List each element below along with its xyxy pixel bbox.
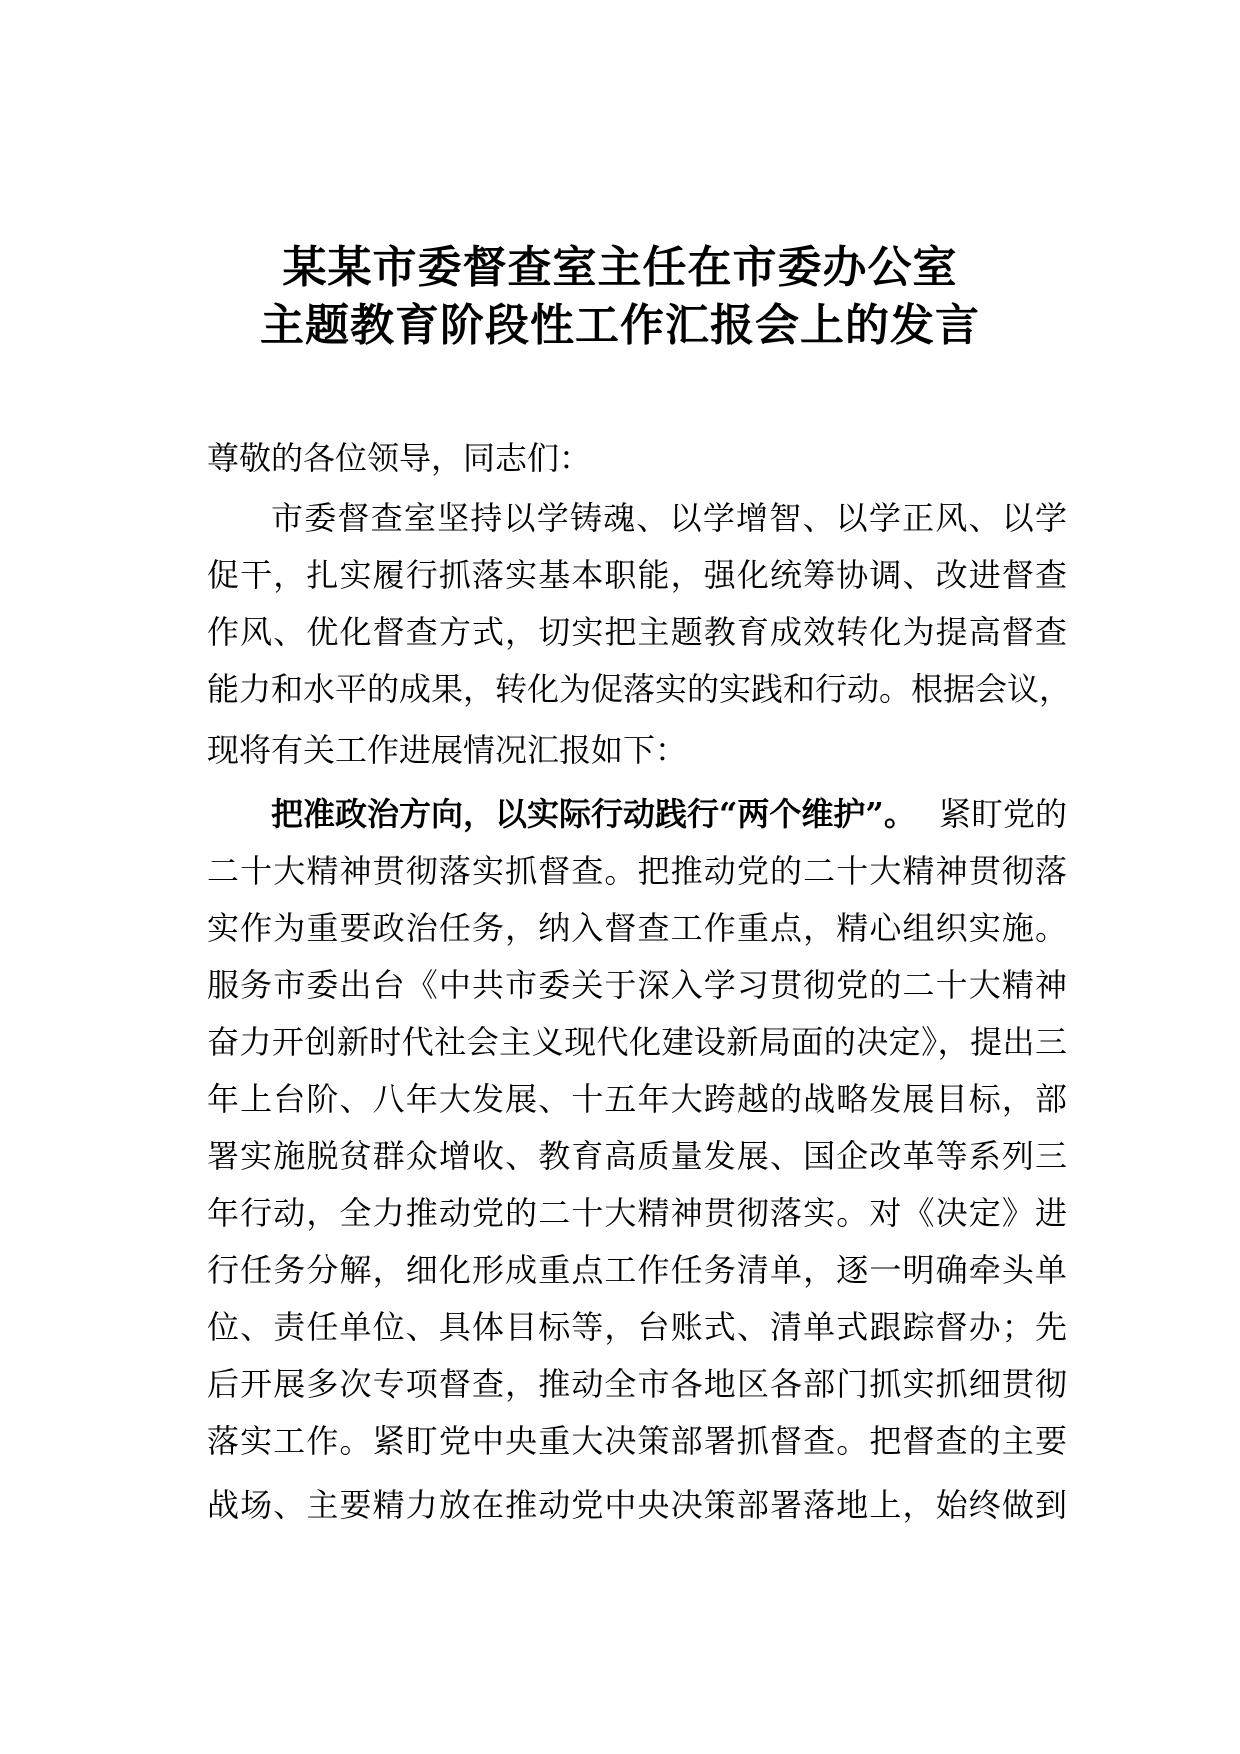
paragraph-2-first-line-rest: 紧盯党的	[938, 795, 1067, 833]
paragraph-1-line-1: 市委督查室坚持以学铸魂、以学增智、以学正风、以学	[271, 499, 1067, 537]
paragraph-2-line-11: 后开展多次专项督查，推动全市各地区各部门抓实抓细贯彻	[207, 1365, 1067, 1403]
paragraph-1-line-2: 促干，扎实履行抓落实基本职能，强化统筹协调、改进督查	[207, 556, 1067, 594]
paragraph-2-heading: 把准政治方向，以实际行动践行“两个维护”。	[271, 795, 916, 833]
paragraph-2-line-1	[271, 786, 1067, 843]
salutation: 尊敬的各位领导，同志们：	[207, 439, 592, 477]
paragraph-2-line-6: 年上台阶、八年大发展、十五年大跨越的战略发展目标，部	[207, 1080, 1067, 1118]
paragraph-2-line-3: 实作为重要政治任务，纳入督查工作重点，精心组织实施。	[207, 909, 1067, 947]
paragraph-1-line-5: 现将有关工作进展情况汇报如下：	[207, 731, 688, 769]
paragraph-2-line-5: 奋力开创新时代社会主义现代化建设新局面的决定》，提出三	[207, 1023, 1067, 1061]
document-title-line-1: 某某市委督查室主任在市委办公室	[282, 242, 958, 293]
document-title-line-2: 主题教育阶段性工作汇报会上的发言	[260, 300, 980, 351]
paragraph-2-line-2: 二十大精神贯彻落实抓督查。把推动党的二十大精神贯彻落	[207, 852, 1067, 890]
paragraph-2-line-9: 行任务分解，细化形成重点工作任务清单，逐一明确牵头单	[207, 1251, 1067, 1289]
paragraph-2-line-13: 战场、主要精力放在推动党中央决策部署落地上，始终做到	[207, 1486, 1067, 1524]
paragraph-2-line-7: 署实施脱贫群众增收、教育高质量发展、国企改革等系列三	[207, 1137, 1067, 1175]
paragraph-1-line-4: 能力和水平的成果，转化为促落实的实践和行动。根据会议，	[207, 670, 1072, 708]
paragraph-1-line-3: 作风、优化督查方式，切实把主题教育成效转化为提高督查	[207, 613, 1067, 651]
paragraph-2-line-12: 落实工作。紧盯党中央重大决策部署抓督查。把督查的主要	[207, 1422, 1067, 1460]
paragraph-2-line-8: 年行动，全力推动党的二十大精神贯彻落实。对《决定》进	[207, 1194, 1067, 1232]
paragraph-2-line-10: 位、责任单位、具体目标等，台账式、清单式跟踪督办；先	[207, 1308, 1067, 1346]
paragraph-2-line-4: 服务市委出台《中共市委关于深入学习贯彻党的二十大精神	[207, 966, 1067, 1004]
